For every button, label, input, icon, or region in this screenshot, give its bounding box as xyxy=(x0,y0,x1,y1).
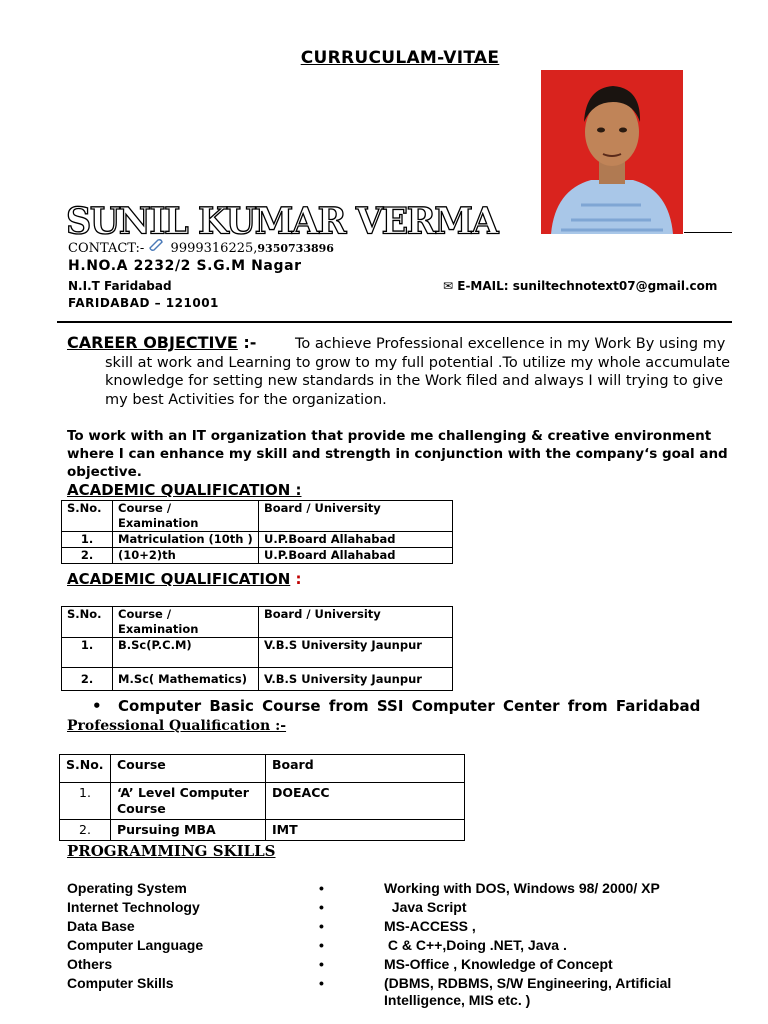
col-sno: S.No. xyxy=(62,607,113,638)
objective-paragraph-text: To work with an IT organization that provide me challenging & creative environment where I can enhance my skill and strength in conjunction with the company‘s goal and objective. xyxy=(67,428,728,480)
cell-sno: 2. xyxy=(62,668,113,691)
bullet-icon: • xyxy=(319,956,324,972)
cell-sno: 1. xyxy=(60,783,111,820)
academic-heading-1: ACADEMIC QUALIFICATION : xyxy=(67,481,302,499)
cell-board: IMT xyxy=(266,820,465,841)
contact-line xyxy=(68,238,334,256)
envelope-icon: ✉ xyxy=(443,279,454,293)
academic-heading-2: ACADEMIC QUALIFICATION xyxy=(67,570,291,588)
address-line-2: N.I.T Faridabad xyxy=(68,279,172,293)
col-course: Course / Examination xyxy=(113,501,259,532)
col-course: Course / Examination xyxy=(113,607,259,638)
cell-board: V.B.S University Jaunpur xyxy=(259,668,453,691)
col-sno: S.No. xyxy=(60,755,111,783)
skill-label: Internet Technology xyxy=(67,899,200,915)
computer-course-item xyxy=(92,697,700,715)
portrait-image xyxy=(541,70,683,234)
col-course: Course xyxy=(111,755,266,783)
bullet-icon: • xyxy=(92,697,119,715)
table-header-row xyxy=(62,607,453,638)
cell-board: V.B.S University Jaunpur xyxy=(259,638,453,668)
objective-text: To achieve Professional excellence in my Work By using my skill at work and Learning to grow to my full potential .To utilize my whole accumulate knowledge for setting new standards in the Work filed and always I will trying to give my best Activities for the organization. xyxy=(105,336,731,408)
career-objective xyxy=(67,334,737,409)
computer-course-text: Computer Basic Course from SSI Computer Center from Faridabad xyxy=(118,697,701,715)
bullet-icon: • xyxy=(319,899,324,915)
objective-separator: :- xyxy=(237,333,257,352)
col-sno: S.No. xyxy=(62,501,113,532)
skills-list xyxy=(67,880,747,1020)
skill-value: (DBMS, RDBMS, S/W Engineering, Artificial Intelligence, MIS etc. ) xyxy=(384,975,672,1008)
academic-heading-2-colon: : xyxy=(290,570,302,588)
email-line xyxy=(443,279,717,293)
header-divider xyxy=(57,321,732,323)
bullet-icon: • xyxy=(319,975,324,991)
col-board: Board xyxy=(266,755,465,783)
document-title: CURRUCULAM-VITAE xyxy=(300,48,500,68)
table-header-row xyxy=(60,755,465,783)
cell-course: B.Sc(P.C.M) xyxy=(113,638,259,668)
skill-label: Operating System xyxy=(67,880,187,896)
academic-table-2 xyxy=(61,606,453,691)
phone-number-1: 9999316225, xyxy=(170,241,258,256)
skill-label: Others xyxy=(67,956,113,972)
address-line-3: FARIDABAD – 121001 xyxy=(68,296,219,310)
cell-course: ‘A’ Level Computer Course xyxy=(111,783,266,820)
skill-value: C & C++,Doing .NET, Java . xyxy=(384,937,567,953)
academic-heading-2-wrap xyxy=(67,569,302,588)
professional-heading: Professional Qualification :- xyxy=(67,718,287,734)
programming-heading: PROGRAMMING SKILLS xyxy=(67,842,276,860)
cell-board: DOEACC xyxy=(266,783,465,820)
profile-photo xyxy=(541,70,683,234)
cell-board: U.P.Board Allahabad xyxy=(259,532,453,548)
academic-table-1 xyxy=(61,500,453,564)
cell-course: M.Sc( Mathematics) xyxy=(113,668,259,691)
bullet-icon: • xyxy=(319,937,324,953)
table-row xyxy=(62,638,453,668)
contact-label: CONTACT:- xyxy=(68,241,145,256)
cell-sno: 1. xyxy=(62,638,113,668)
cell-course: (10+2)th xyxy=(113,548,259,564)
divider xyxy=(684,232,732,233)
objective-paragraph xyxy=(67,427,747,499)
address-line-1: H.NO.A 2232/2 S.G.M Nagar xyxy=(68,258,302,274)
cell-course: Matriculation (10th ) xyxy=(113,532,259,548)
phone-icon xyxy=(148,238,166,256)
email-text: E-MAIL: suniltechnotext07@gmail.com xyxy=(457,279,718,293)
table-header-row xyxy=(62,501,453,532)
cell-board: U.P.Board Allahabad xyxy=(259,548,453,564)
skill-value: Java Script xyxy=(384,899,467,915)
professional-table xyxy=(59,754,465,841)
table-row xyxy=(60,820,465,841)
table-row xyxy=(62,532,453,548)
skill-label: Computer Language xyxy=(67,937,204,953)
col-board: Board / University xyxy=(259,607,453,638)
bullet-icon: • xyxy=(319,880,324,896)
skill-value: Working with DOS, Windows 98/ 2000/ XP xyxy=(384,880,660,896)
cell-sno: 1. xyxy=(62,532,113,548)
skill-label: Computer Skills xyxy=(67,975,174,991)
table-row xyxy=(62,548,453,564)
skill-value: MS-Office , Knowledge of Concept xyxy=(384,956,613,972)
skill-label: Data Base xyxy=(67,918,135,934)
objective-heading: CAREER OBJECTIVE xyxy=(67,333,238,352)
candidate-name: SUNIL KUMAR VERMA xyxy=(66,200,498,244)
cell-course: Pursuing MBA xyxy=(111,820,266,841)
bullet-icon: • xyxy=(319,918,324,934)
col-board: Board / University xyxy=(259,501,453,532)
table-row xyxy=(62,668,453,691)
cell-sno: 2. xyxy=(60,820,111,841)
skill-value: MS-ACCESS , xyxy=(384,918,476,934)
table-row xyxy=(60,783,465,820)
phone-number-2: 9350733896 xyxy=(257,242,334,255)
cell-sno: 2. xyxy=(62,548,113,564)
